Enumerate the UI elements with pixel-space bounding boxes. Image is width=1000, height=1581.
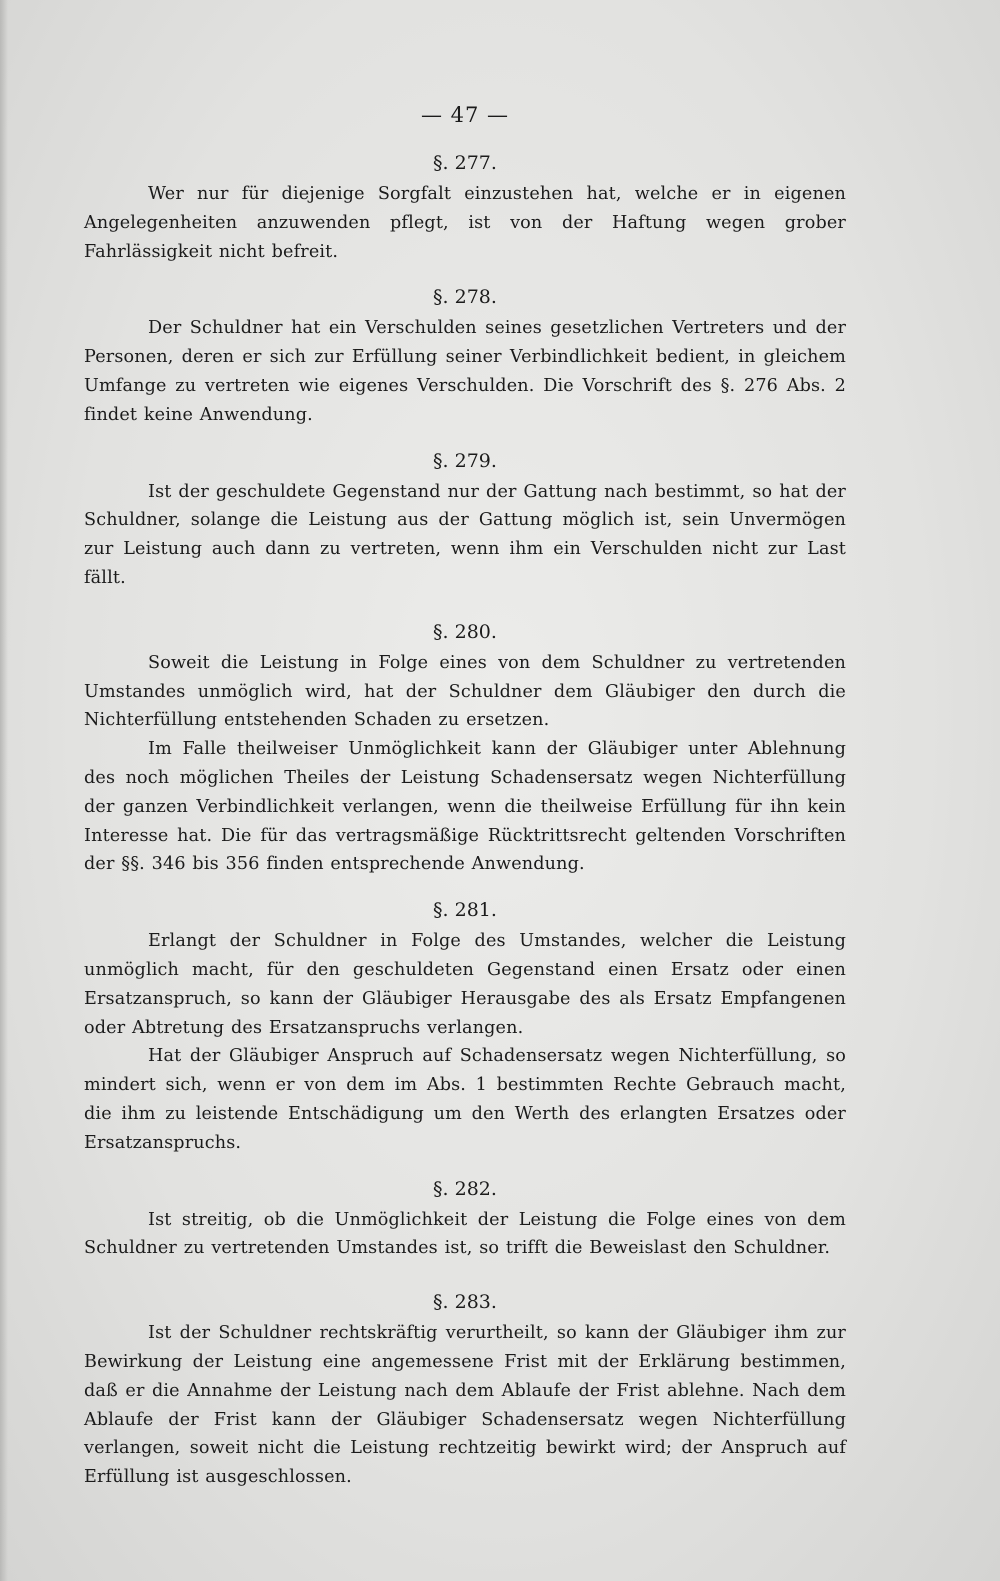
section-heading: §. 282. bbox=[433, 1177, 497, 1200]
section-heading: §. 280. bbox=[433, 620, 497, 643]
section-heading: §. 278. bbox=[433, 286, 497, 309]
paragraph: Ist der Schuldner rechtskräftig verurtheilt, so kann der Gläubiger ihm zur Bewirkung der Leistung eine angemessene Frist mit der Erklärung bestimmen, daß er die Annahme der Leistung nach dem Ablaufe der Frist ablehne. Nach dem Ablaufe der Frist kann der Gläubiger Schadensersatz wegen Nichterfüllung verlangen, soweit nicht die Leistung rechtzeitig bewirkt wird; der Anspruch auf Erfüllung ist ausgeschlossen. bbox=[84, 1323, 846, 1488]
section-278 bbox=[84, 280, 846, 429]
section-heading: §. 281. bbox=[433, 899, 497, 922]
page-edge-shadow bbox=[0, 0, 8, 1581]
section-280 bbox=[84, 615, 846, 879]
paragraph: Der Schuldner hat ein Verschulden seines gesetzlichen Vertreters und der Personen, deren er sich zur Erfüllung seiner Verbindlichkeit bedient, in gleichem Umfange zu vertreten wie eigenes Verschulden. Die Vorschrift des §. 276 Abs. 2 findet keine Anwendung. bbox=[84, 318, 846, 425]
paragraph: Ist streitig, ob die Unmöglichkeit der Leistung die Folge eines von dem Schuldner zu vertretenden Umstandes ist, so trifft die Beweislast den Schuldner. bbox=[84, 1209, 846, 1259]
paragraph: Wer nur für diejenige Sorgfalt einzustehen hat, welche er in eigenen Angelegenheiten anzuwenden pflegt, ist von der Haftung wegen grober Fahrlässigkeit nicht befreit. bbox=[84, 184, 846, 262]
paragraph: Hat der Gläubiger Anspruch auf Schadensersatz wegen Nichterfüllung, so mindert sich, wenn er von dem im Abs. 1 bestimmten Rechte Gebrauch macht, die ihm zu leistende Entschädigung um den Werth des erlangten Ersatzes oder Ersatzanspruchs. bbox=[84, 1046, 846, 1153]
section-heading: §. 279. bbox=[433, 449, 497, 472]
section-heading: §. 277. bbox=[433, 152, 497, 174]
paragraph: Ist der geschuldete Gegenstand nur der Gattung nach bestimmt, so hat der Schuldner, solange die Leistung aus der Gattung möglich ist, sein Unvermögen zur Leistung auch dann zu vertreten, wenn ihm ein Verschulden nicht zur Last fällt. bbox=[84, 481, 846, 588]
text-block bbox=[84, 92, 846, 1492]
paragraph: Erlangt der Schuldner in Folge des Umstandes, welcher die Leistung unmöglich macht, für den geschuldeten Gegenstand einen Ersatz oder einen Ersatzanspruch, so kann der Gläubiger Herausgabe des als Ersatz Empfangenen oder Abtretung des Ersatzanspruchs verlangen. bbox=[84, 931, 846, 1038]
section-281 bbox=[84, 893, 846, 1157]
section-277 bbox=[84, 146, 846, 266]
section-282 bbox=[84, 1172, 846, 1264]
page-number: — 47 — bbox=[420, 103, 510, 127]
paragraph: Soweit die Leistung in Folge eines von dem Schuldner zu vertretenden Umstandes unmöglich wird, hat der Schuldner dem Gläubiger den durch die Nichterfüllung entstehenden Schaden zu ersetzen. bbox=[84, 652, 846, 731]
section-283 bbox=[84, 1285, 846, 1492]
section-heading: §. 283. bbox=[433, 1291, 497, 1314]
paragraph: Im Falle theilweiser Unmöglichkeit kann der Gläubiger unter Ablehnung des noch möglichen Theiles der Leistung Schadensersatz wegen Nichterfüllung der ganzen Verbindlichkeit verlangen, wenn die theilweise Erfüllung für ihn kein Interesse hat. Die für das vertragsmäßige Rücktrittsrecht geltenden Vorschriften der §§. 346 bis 356 finden entsprechende Anwendung. bbox=[84, 739, 846, 875]
section-279 bbox=[84, 444, 846, 593]
